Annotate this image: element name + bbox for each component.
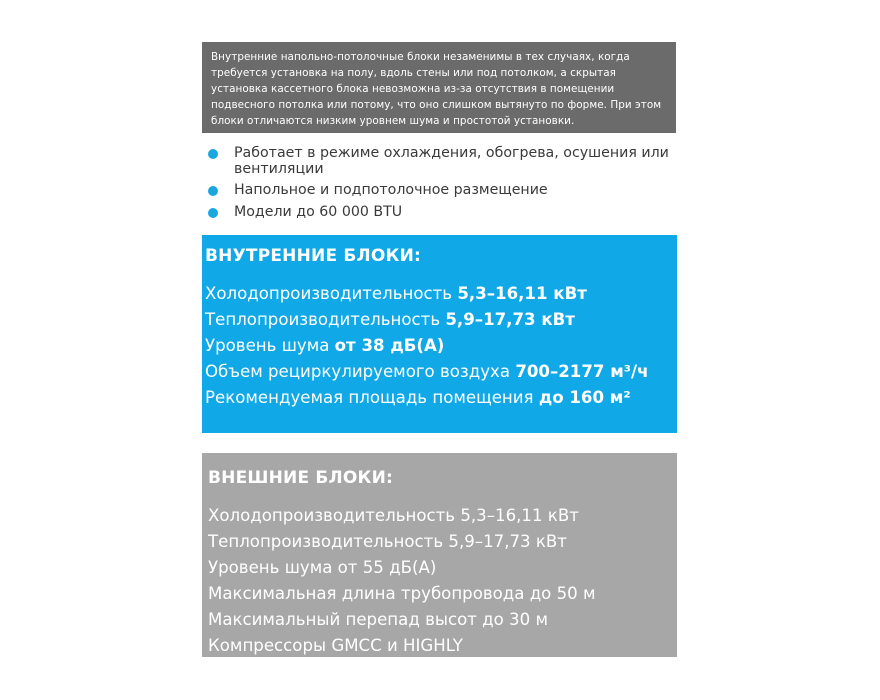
feature-item — [208, 146, 678, 177]
spec-label: Уровень шума — [205, 336, 335, 355]
feature-text: Напольное и подпотолочное размещение — [234, 182, 548, 198]
bullet-dot-icon — [208, 186, 218, 196]
spec-value: до 160 м² — [538, 388, 631, 407]
spec-row-heating — [205, 307, 677, 333]
spec-value: 700–2177 м³/ч — [515, 362, 649, 381]
bullet-dot-icon — [208, 208, 218, 218]
spec-label: Теплопроизводительность — [205, 310, 446, 329]
feature-text: Работает в режиме охлаждения, обогрева, осушения или вентиляции — [234, 145, 669, 177]
spec-row-area — [205, 385, 677, 411]
internal-units-panel — [202, 235, 677, 433]
intro-text: Внутренние напольно-потолочные блоки незаменимы в тех случаях, когда требуется установка на полу, вдоль стены или под потолком, а скрытая установка кассетного блока невозможна из-за отсутствия в помещении подвесного потолка или потому, что оно слишком вытянуто по форме. При этом блоки отличаются низким уровнем шума и простотой установки. — [211, 51, 662, 127]
intro-description — [202, 42, 676, 133]
spec-row-pipe-length: Максимальная длина трубопровода до 50 м — [208, 584, 596, 603]
spec-row-compressors: Компрессоры GMCC и HIGHLY — [208, 636, 463, 655]
spec-row-cooling: Холодопроизводительность 5,3–16,11 кВт — [208, 506, 579, 525]
feature-text: Модели до 60 000 BTU — [234, 203, 403, 220]
internal-units-title: ВНУТРЕННИЕ БЛОКИ: — [205, 246, 422, 266]
spec-value: 5,9–17,73 кВт — [445, 310, 575, 329]
external-units-title: ВНЕШНИЕ БЛОКИ: — [208, 468, 394, 488]
spec-label: Холодопроизводительность — [205, 284, 458, 303]
spec-value: от 38 дБ(А) — [334, 336, 445, 355]
spec-label: Рекомендуемая площадь помещения — [205, 388, 539, 407]
external-units-panel — [202, 453, 677, 657]
bullet-dot-icon — [208, 149, 218, 159]
spec-row-noise — [205, 333, 677, 359]
feature-list — [208, 144, 678, 220]
spec-label: Объем рециркулируемого воздуха — [205, 362, 516, 381]
feature-item — [208, 183, 678, 199]
spec-row-heating: Теплопроизводительность 5,9–17,73 кВт — [208, 532, 567, 551]
spec-row-airflow — [205, 359, 677, 385]
spec-row-cooling — [205, 281, 677, 307]
spec-row-noise: Уровень шума от 55 дБ(А) — [208, 558, 437, 577]
spec-value: 5,3–16,11 кВт — [457, 284, 587, 303]
spec-row-height-difference: Максимальный перепад высот до 30 м — [208, 610, 548, 629]
feature-item — [208, 205, 678, 221]
